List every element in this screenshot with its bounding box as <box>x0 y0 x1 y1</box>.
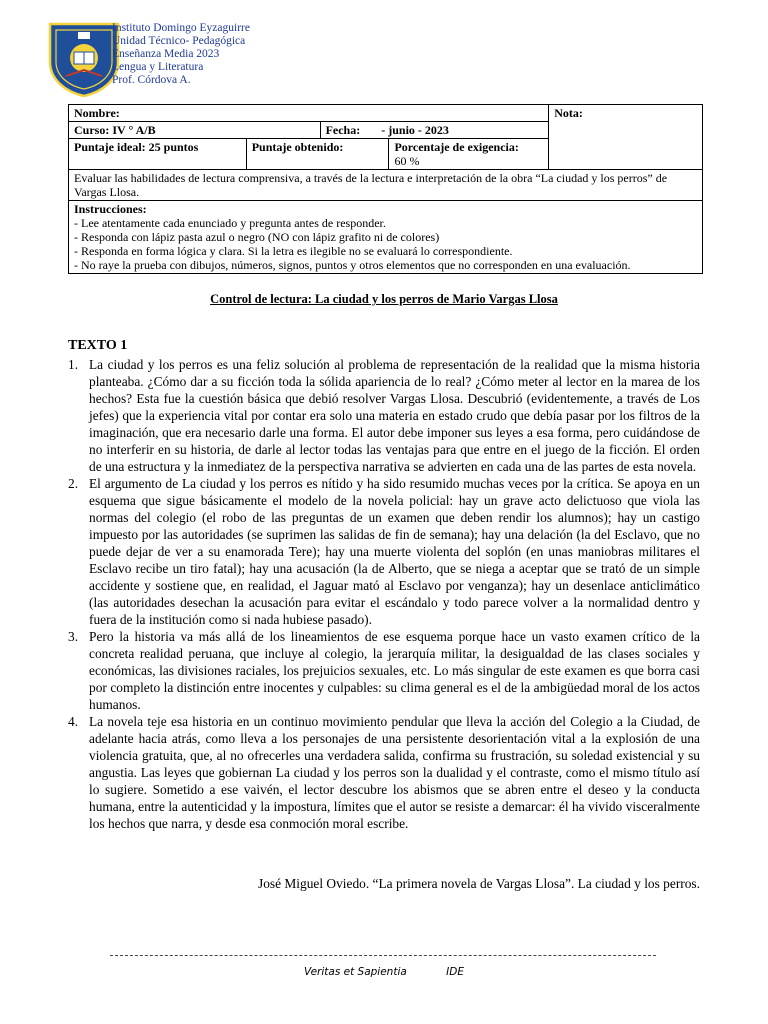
instruccion-item: - Lee atentamente cada enunciado y pregunta antes de responder. <box>74 216 386 230</box>
school-info <box>112 22 250 87</box>
porcentaje-exigencia <box>389 139 549 170</box>
curso-field: Curso: IV ° A/B <box>69 122 321 139</box>
document-title: Control de lectura: La ciudad y los perros de Mario Vargas Llosa <box>210 292 558 306</box>
objetivo: Evaluar las habilidades de lectura comprensiva, a través de la lectura e interpretación de la obra “La ciudad y los perros” de Vargas Llosa. <box>69 170 703 201</box>
footer-motto: Veritas et Sapientia <box>304 966 407 978</box>
paragraph-list <box>68 356 700 832</box>
header <box>44 18 344 98</box>
paragraph: 3. Pero la historia va más allá de los lineamientos de ese esquema porque hace un vasto examen crítico de la concreta realidad peruana, que incluye al colegio, la jerarquía militar, la desigualdad de las clases sociales y económicas, las divisiones raciales, los prejuicios sexuales, etc. Lo más singular de este examen es que borra casi por completo la distinción entre inocentes y culpables: su clima general es el de la ambigüedad moral de los actos humanos. <box>68 629 700 712</box>
fecha-field: Fecha: - junio - 2023 <box>320 122 549 139</box>
school-name: Instituto Domingo Eyzaguirre <box>112 22 250 34</box>
footer-abbr: IDE <box>446 966 464 978</box>
school-unit: Unidad Técnico- Pedagógica <box>112 35 246 47</box>
student-info-table <box>68 104 703 274</box>
texto-label: TEXTO 1 <box>68 338 128 353</box>
paragraph: 1. La ciudad y los perros es una feliz solución al problema de representación de la realidad que la misma historia planteaba. ¿Cómo dar a su ficción toda la sólida apariencia de lo real? ¿Cómo meter al lector en la marea de los hechos? Esta fue la cuestión básica que debió resolver Vargas Llosa. Descubrió (evidentemente, a través de Los jefes) que la experiencia vital por contar era solo una materia en estado crudo que debía pasar por los filtros de la imaginación, que era necesario darle una forma. El autor debe imponer sus leyes a esa forma, pero cuidándose de no interferir en su historia, de darle al lector todas las ventajas para que entre en el juego de la ficción. El orden de una estructura y la inmediatez de la perspectiva narrativa se advierten en cada una de las partes de esta novela. <box>68 357 700 474</box>
instrucciones <box>69 201 703 274</box>
footer-divider <box>110 955 656 956</box>
instruccion-item: - Responda en forma lógica y clara. Si la letra es ilegible no se evaluará lo correspondiente. <box>74 244 513 258</box>
porcentaje-value: 60 % <box>394 154 420 168</box>
school-level: Enseñanza Media 2023 <box>112 48 220 60</box>
porcentaje-label: Porcentaje de exigencia: <box>394 140 519 154</box>
instruccion-item: - Responda con lápiz pasta azul o negro (NO con lápiz grafito ni de colores) <box>74 230 440 244</box>
instrucciones-title: Instrucciones: <box>74 202 147 216</box>
footer <box>0 966 768 978</box>
citation: José Miguel Oviedo. “La primera novela de Vargas Llosa”. La ciudad y los perros. <box>257 876 700 891</box>
nombre-field[interactable]: Nombre: <box>69 105 549 122</box>
paragraph: 2. El argumento de La ciudad y los perros es nítido y ha sido resumido muchas veces por la crítica. Se apoya en un esquema que sigue básicamente el modelo de la novela policial: hay un grave acto delictuoso que viola las normas del colegio (el robo de las preguntas de un examen que deben rendir los alumnos); hay un castigo impuesto por las autoridades (se suprimen las salidas de fin de semana); hay una delación (la del Esclavo, que no puede dejar de ver a su enamorada Tere); hay una muerte violenta del soplón (en unas maniobras militares el Esclavo recibe un tiro fatal); hay una acusación (la de Alberto, que se niega a aceptar que se trató de un simple accidente y sostiene que, en realidad, el Jaguar mató al Esclavo por venganza); hay un desenlace anticlimático (las autoridades desechan la acusación para evitar el escándalo y todo parece volver a la normalidad dentro y fuera de la institución como si nada hubiese pasado). <box>68 476 700 627</box>
instruccion-item: - No raye la prueba con dibujos, números, signos, puntos y otros elementos que no corresponden en una evaluación. <box>74 258 631 272</box>
school-teacher: Prof. Córdova A. <box>112 74 191 86</box>
puntaje-obtenido-field[interactable]: Puntaje obtenido: <box>246 139 389 170</box>
nota-field[interactable]: Nota: <box>549 105 703 170</box>
puntaje-ideal: Puntaje ideal: 25 puntos <box>69 139 247 170</box>
paragraph: 4. La novela teje esa historia en un continuo movimiento pendular que lleva la acción del Colegio a la Ciudad, de adelante hacia atrás, como lleva a los personajes de una persistente desorientación vital a la explosión de una violencia gratuita, que, al no ofrecerles una verdadera salida, confirma su frustración, su soledad existencial y su angustia. Las leyes que gobiernan La ciudad y los perros son la dualidad y el contraste, como el mismo título así lo sugiere. Sometido a ese vaivén, el lector descubre los abismos que se abren entre el deseo y la conducta humana, entre la autenticidad y la impostura, límites que el autor se resiste a demarcar: él ha vivido visceralmente los hechos que narra, y desde esa conmoción moral escribe. <box>68 714 700 831</box>
school-subject: Lengua y Literatura <box>112 61 204 73</box>
